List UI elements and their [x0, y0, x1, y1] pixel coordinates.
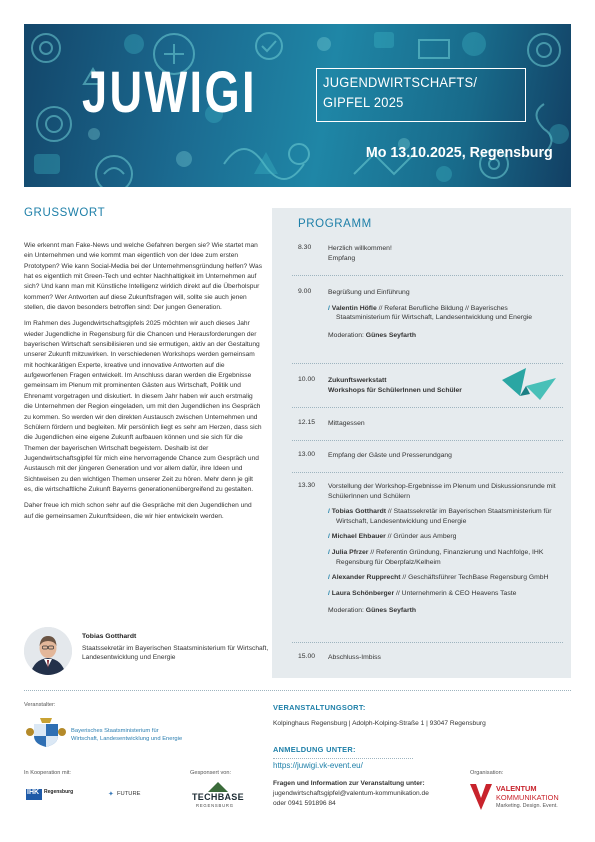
speaker-portrait [24, 627, 72, 675]
speaker-entry: / Laura Schönberger // Unternehmerin & CEO Heavens Taste [328, 589, 517, 597]
techbase-logo: TECHBASE REGENSBURG [190, 782, 250, 812]
program-divider [292, 440, 563, 441]
speaker-role: // Referat Berufliche Bildung // Bayerisches Staatsministerium für Wirtschaft, Landesentwicklung und Energie [336, 304, 533, 322]
speaker-name: Tobias Gotthardt [331, 508, 387, 516]
speaker-entry: / Michael Ehbauer // Gründer aus Amberg [328, 533, 457, 541]
program-divider [292, 407, 563, 408]
speaker-role: // Staatssekretär im Bayerischen Staatsministerium für Wirtschaft, Landesentwicklung und Energie [336, 508, 552, 525]
speaker-entry: / Tobias Gotthardt // Staatssekretär im Bayerischen Staatsministerium für Wirtschaft, Landesentwicklung und Energie [328, 508, 552, 525]
speaker-entry: / Julia Pfrzer // Referentin Gründung, Finanzierung und Nachfolge, IHK Regensburg für Oberpfalz/Kelheim [328, 548, 544, 566]
speaker-role: // Referentin Gründung, Finanzierung und Nachfolge, IHK Regensburg für Oberpfalz/Kelheim [336, 548, 544, 566]
venue-address: Kolpinghaus Regensburg | Adolph-Kolping-Straße 1 | 93047 Regensburg [273, 720, 486, 727]
gesponsert-label: Gesponsert von: [190, 770, 232, 776]
organisation-label: Organisation: [470, 770, 504, 776]
contact-email[interactable]: jugendwirtschaftsgipfel@valentum-kommunikation.de [273, 790, 429, 797]
program-text: Empfang [328, 254, 356, 262]
grusswort-paragraph: Daher freue ich mich schon sehr auf die Gespräche mit den Jugendlichen und auf die gemeinsamen Zukunftsideen, die wir hier entwickeln werden. [24, 502, 252, 520]
speaker-role: // Geschäftsführer TechBase Regensburg GmbH [400, 574, 549, 582]
grusswort-paragraph: Im Rahmen des Jugendwirtschaftsgipfels 2025 möchten wir auch dieses Jahr wieder Jugendliche in Regensburg für die Chancen und Herausforderungen der bayerischen Wirtschaft sensibilisieren und sie ermutigen, aktiv an der Gestaltung unserer Zukunft mitzuwirken. In verschiedenen Workshops werden gemeinsam mit hochkarätigen Experte, kreative und innovative Antworten auf die aufgeworfenen Fragen entwickelt. Im Anschluss daran werden die Ergebnisse gemeinsam im Plenum mit prominenten Gästen aus Wirtschaft, Politik und Ehrenamt vorgetragen und diskutiert. In diesem Jahr haben wir auch erstmalig die Unternehmen der Region eingeladen, um mit den Jugendlichen ins Gespräch zu kommen. So werden wir den direkten Austausch zwischen Unternehmen und Schülern fördern und begleiten. Mir persönlich liegt es sehr am Herzen, dass sich die Jugendlichen eine eigene Zukunft aufbauen können und sie sich für die Themen der bayerischen Wirtschaft begeistern. Deshalb ist der Jugendwirtschaftsgipfel für mich eine hervorragende Chance zum Gespräch und Austausch mit der jüngeren Generation und vor allem dafür, ihre Ideen und Sichtweisen zu den wichtigen Themen unserer Zeit zu hören. Mehr denn je gilt es, die wirtschaftliche Zukunft Bayerns generationenübergreifend zu gestalten. [24, 320, 262, 493]
program-time: 10.00 [298, 376, 316, 383]
grusswort-section [24, 207, 262, 528]
ministry-name: Bayerisches Staatsministerium für Wirtschaft, Landesentwicklung und Energie [71, 728, 183, 742]
speaker-name: Julia Pfrzer [331, 548, 369, 556]
programm-panel [272, 208, 571, 678]
workshop-arrow-graphic [500, 366, 558, 400]
program-divider [292, 472, 563, 473]
program-text: Mittagessen [328, 420, 365, 427]
program-text: Workshops für SchülerInnen und Schüler [328, 386, 462, 394]
program-divider [292, 275, 563, 276]
speaker-role: // Unternehmerin & CEO Heavens Taste [394, 589, 517, 597]
program-time: 13.30 [298, 482, 316, 489]
program-text: Empfang der Gäste und Presserundgang [328, 452, 452, 459]
moderation-line: Moderation: Günes Seyfarth [328, 607, 417, 615]
programm-title: PROGRAMM [298, 218, 372, 230]
bavarian-coat-of-arms-logo [26, 718, 66, 748]
speaker-name: Michael Ehbauer [331, 533, 386, 541]
venue-title: VERANSTALTUNGSORT: [273, 703, 366, 712]
kooperation-label: In Kooperation mit: [24, 770, 71, 776]
valentum-logo: VALENTUM KOMMUNIKATION Marketing. Design. Event. [470, 782, 570, 818]
juwigi-logo: JUWIGI [82, 60, 257, 125]
program-divider [292, 642, 563, 643]
registration-link[interactable]: https://juwigi.vk-event.eu/ [273, 761, 363, 770]
event-date-location: Mo 13.10.2025, Regensburg [366, 144, 553, 161]
program-time: 13.00 [298, 451, 316, 458]
grusswort-title: GRUSSWORT [24, 207, 106, 219]
program-text: Vorstellung der Workshop-Ergebnisse im Plenum und Diskussionsrunde mit SchülerInnen und Schülern [328, 483, 556, 500]
grusswort-paragraph: Wie erkennt man Fake-News und welche Gefahren bergen sie? Wie startet man ein Unternehmen und wie kommt man eigentlich von der Idee zum ersten Prototypen? Wie kann Social-Media bei der Unternehmensgründung helfen? Was hat es eigentlich mit Green-Tech und echter Nachhaltigkeit im Unternehmen auf sich? Und kann man mit Künstliche Intelligenz wirklich direkt auf die Überholspur kommen? Wer Antworten auf diese Zukunftsfragen will, sollte sie auch jenen stellen, die davon besonders betroffen sind: Der jungen Generation. [24, 242, 262, 312]
program-time: 15.00 [298, 653, 316, 660]
program-text: Abschluss-Imbiss [328, 654, 381, 661]
speaker-entry: / Valentin Höfle // Referat Berufliche Bildung // Bayerisches Staatsministerium für Wirtschaft, Landesentwicklung und Energie [328, 304, 533, 322]
program-text: Zukunftswerkstatt [328, 377, 387, 384]
registration-title: ANMELDUNG UNTER: [273, 745, 356, 754]
program-text: Herzlich willkommen! [328, 245, 392, 252]
ihk-logo: IHK Regensburg [26, 787, 66, 803]
moderation-line: Moderation: Günes Seyfarth [328, 331, 417, 339]
signature-name: Tobias Gotthardt [82, 633, 137, 640]
program-text: Begrüßung und Einführung [328, 289, 410, 296]
footer-divider [24, 690, 571, 691]
header-banner [24, 24, 571, 187]
program-time: 9.00 [298, 288, 312, 295]
registration-underline [273, 758, 413, 759]
speaker-entry: / Alexander Rupprecht // Geschäftsführer TechBase Regensburg GmbH [328, 574, 549, 582]
signature-role: Staatssekretär im Bayerischen Staatsministerium für Wirtschaft, Landesentwicklung und Energie [82, 645, 269, 662]
speaker-name: Valentin Höfle [331, 304, 377, 312]
veranstalter-label: Veranstalter: [24, 702, 56, 708]
speaker-name: Alexander Rupprecht [331, 574, 401, 582]
program-divider [292, 363, 563, 364]
program-time: 8.30 [298, 244, 312, 251]
subtitle-line-1: JUGENDWIRTSCHAFTS/ [323, 74, 478, 90]
subtitle-line-2: GIPFEL 2025 [323, 94, 404, 110]
speaker-name: Laura Schönberger [331, 589, 395, 597]
program-time: 12.15 [298, 419, 316, 426]
contact-phone: oder 0941 591896 84 [273, 800, 336, 807]
future-ae-logo: ✦ FUTURE [108, 791, 141, 798]
speaker-role: // Gründer aus Amberg [385, 533, 457, 541]
contact-title: Fragen und Information zur Veranstaltung unter: [273, 780, 425, 787]
